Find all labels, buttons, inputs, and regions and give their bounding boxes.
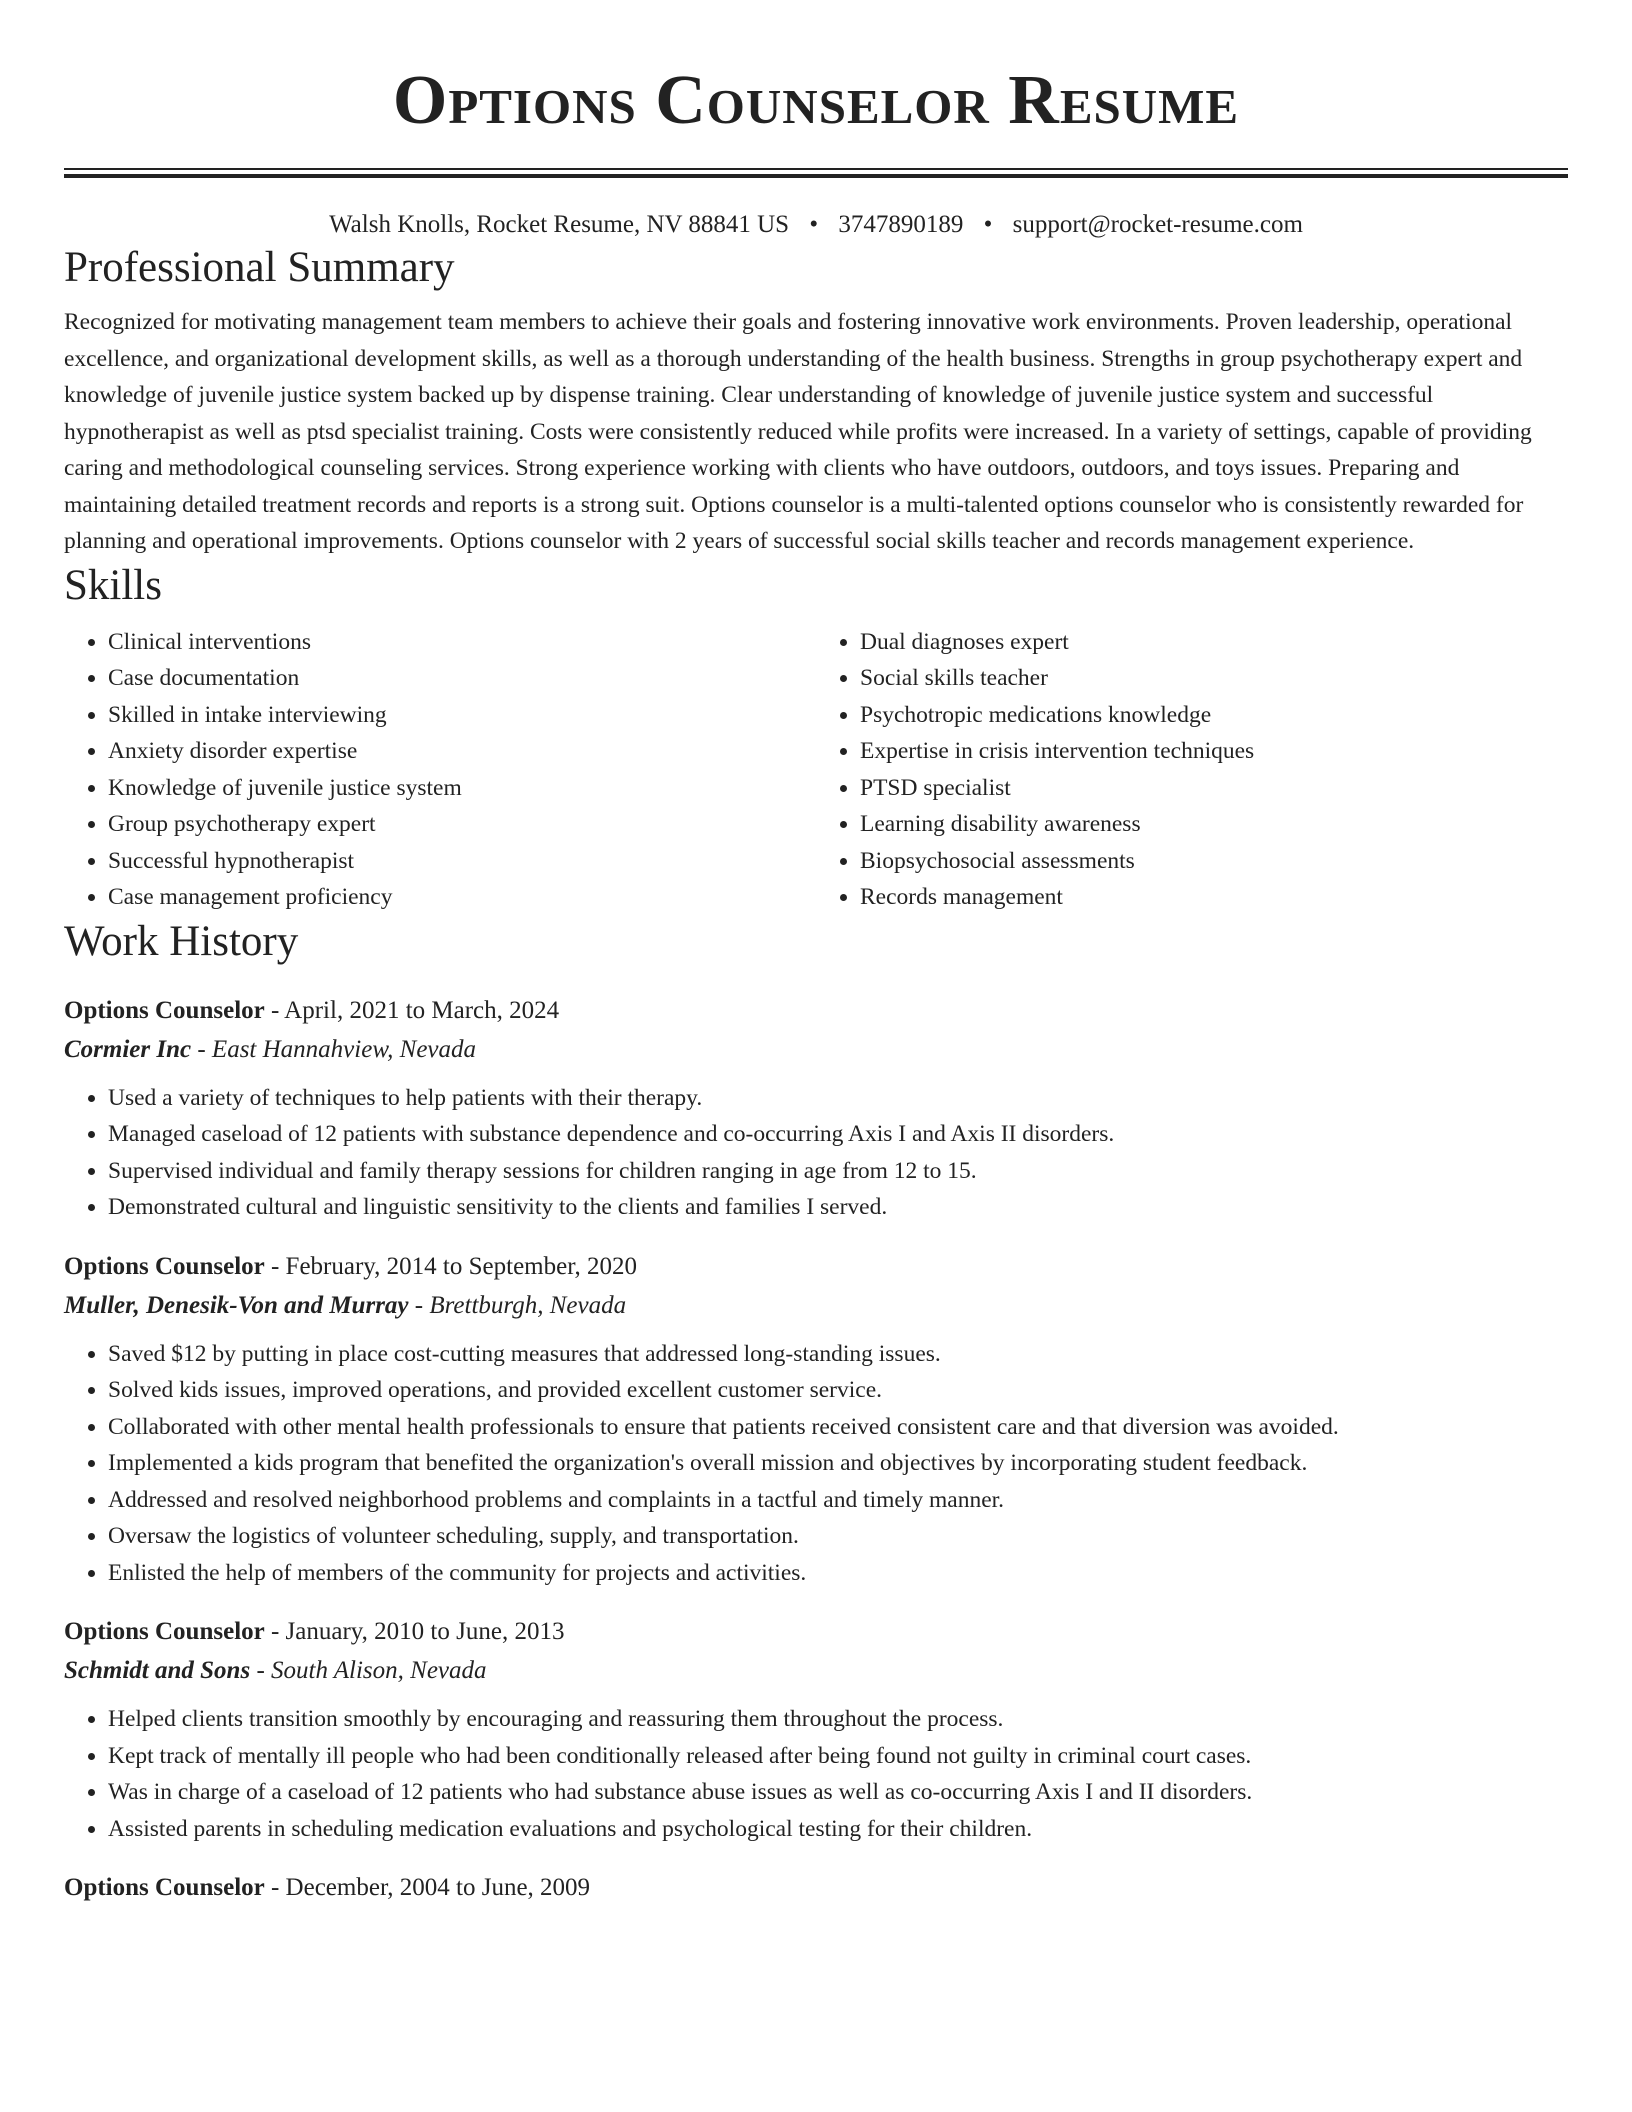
job-entry: [64, 992, 1568, 1226]
skill-item: • Biopsychosocial assessments: [860, 843, 1568, 880]
summary-heading: Professional Summary: [64, 244, 455, 291]
title-divider: [64, 168, 1568, 178]
company-location: - Brettburgh, Nevada: [408, 1291, 627, 1319]
skill-item: • Records management: [860, 879, 1568, 916]
company-line: [64, 1030, 1568, 1070]
job-bullet: • Addressed and resolved neighborhood problems and complaints in a tactful and timely manner.: [108, 1482, 1568, 1519]
job-bullets: [64, 1701, 1568, 1847]
job-title: Options Counselor: [64, 1252, 265, 1280]
company-line: [64, 1286, 1568, 1326]
job-dates: - December, 2004 to June, 2009: [264, 1874, 591, 1901]
skill-item: • Case management proficiency: [108, 879, 816, 916]
summary-text: Recognized for motivating management team members to achieve their goals and fostering innovative work environments. Proven leadership, operational excellence, and organizational development skills, as well as a thorough understanding of the health business. Strengths in group psychotherapy expert and knowledge of juvenile justice system backed up by dispense training. Clear understanding of knowledge of juvenile justice system and successful hypnotherapist as well as ptsd specialist training. Costs were consistently reduced while profits were increased. In a variety of settings, capable of providing caring and methodological counseling services. Strong experience working with clients who have outdoors, outdoors, and toys issues. Preparing and maintaining detailed treatment records and reports is a strong suit. Options counselor is a multi-talented options counselor who is consistently rewarded for planning and operational improvements. Options counselor with 2 years of successful social skills teacher and records management experience.: [64, 309, 1532, 554]
skill-item: • Anxiety disorder expertise: [108, 733, 816, 770]
skills-column-right: [816, 624, 1568, 916]
job-bullets: [64, 1080, 1568, 1226]
job-bullet: • Managed caseload of 12 patients with substance dependence and co-occurring Axis I and Axis II disorders.: [108, 1116, 1568, 1153]
job-title-line: [64, 1248, 1568, 1286]
job-bullet: • Saved $12 by putting in place cost-cutting measures that addressed long-standing issues.: [108, 1336, 1568, 1373]
skills-list: [64, 624, 1568, 916]
contact-line: [64, 208, 1568, 242]
contact-email: support@rocket-resume.com: [1012, 211, 1303, 238]
job-bullet: • Oversaw the logistics of volunteer scheduling, supply, and transportation.: [108, 1518, 1568, 1555]
job-dates: - February, 2014 to September, 2020: [264, 1252, 638, 1280]
job-entry: [64, 1869, 1568, 1907]
job-bullet: • Kept track of mentally ill people who had been conditionally released after being found not guilty in criminal court cases.: [108, 1738, 1568, 1775]
skill-item: • Knowledge of juvenile justice system: [108, 770, 816, 807]
skill-item: • Learning disability awareness: [860, 806, 1568, 843]
skill-item: • Case documentation: [108, 660, 816, 697]
skill-item: • Expertise in crisis intervention techniques: [860, 733, 1568, 770]
skill-item: • Skilled in intake interviewing: [108, 697, 816, 734]
skill-item: • Group psychotherapy expert: [108, 806, 816, 843]
company-line: [64, 1651, 1568, 1691]
job-bullet: • Supervised individual and family therapy sessions for children ranging in age from 12 to 15.: [108, 1153, 1568, 1190]
skill-item: • PTSD specialist: [860, 770, 1568, 807]
work-history-heading: Work History: [64, 917, 299, 965]
job-title: Options Counselor: [64, 1874, 265, 1901]
job-bullet: • Enlisted the help of members of the community for projects and activities.: [108, 1555, 1568, 1592]
contact-separator: •: [983, 211, 993, 238]
job-dates: - April, 2021 to March, 2024: [264, 996, 560, 1024]
job-bullet: • Implemented a kids program that benefited the organization's overall mission and objectives by incorporating student feedback.: [108, 1445, 1568, 1482]
company-name: Muller, Denesik-Von and Murray: [64, 1291, 409, 1319]
skill-item: • Successful hypnotherapist: [108, 843, 816, 880]
company-name: Cormier Inc: [64, 1035, 192, 1063]
job-title-line: [64, 1613, 1568, 1651]
resume-title: Options Counselor Resume: [392, 62, 1240, 139]
job-title-line: [64, 1869, 1568, 1907]
job-bullet: • Collaborated with other mental health professionals to ensure that patients received consistent care and that diversion was avoided.: [108, 1409, 1568, 1446]
job-entry: [64, 1613, 1568, 1847]
job-title: Options Counselor: [64, 996, 265, 1024]
skill-item: • Dual diagnoses expert: [860, 624, 1568, 661]
contact-separator: •: [809, 211, 819, 238]
job-title: Options Counselor: [64, 1618, 265, 1645]
skill-item: • Psychotropic medications knowledge: [860, 697, 1568, 734]
skills-heading: Skills: [64, 561, 162, 609]
skill-item: • Clinical interventions: [108, 624, 816, 661]
job-bullet: • Used a variety of techniques to help patients with their therapy.: [108, 1080, 1568, 1117]
contact-phone: 3747890189: [838, 211, 964, 238]
company-location: - East Hannahview, Nevada: [191, 1035, 477, 1063]
job-bullet: • Solved kids issues, improved operations, and provided excellent customer service.: [108, 1372, 1568, 1409]
contact-address: Walsh Knolls, Rocket Resume, NV 88841 US: [329, 211, 790, 238]
skill-item: • Social skills teacher: [860, 660, 1568, 697]
job-dates: - January, 2010 to June, 2013: [264, 1618, 565, 1645]
skills-column-left: [64, 624, 816, 916]
job-bullet: • Assisted parents in scheduling medication evaluations and psychological testing for their children.: [108, 1811, 1568, 1848]
company-name: Schmidt and Sons: [64, 1657, 251, 1684]
job-bullet: • Was in charge of a caseload of 12 patients who had substance abuse issues as well as co-occurring Axis I and II disorders.: [108, 1774, 1568, 1811]
job-bullet: • Demonstrated cultural and linguistic sensitivity to the clients and families I served.: [108, 1189, 1568, 1226]
job-bullets: [64, 1336, 1568, 1592]
company-location: - South Alison, Nevada: [250, 1657, 487, 1684]
job-bullet: • Helped clients transition smoothly by encouraging and reassuring them throughout the process.: [108, 1701, 1568, 1738]
job-entry: [64, 1248, 1568, 1592]
job-title-line: [64, 992, 1568, 1030]
